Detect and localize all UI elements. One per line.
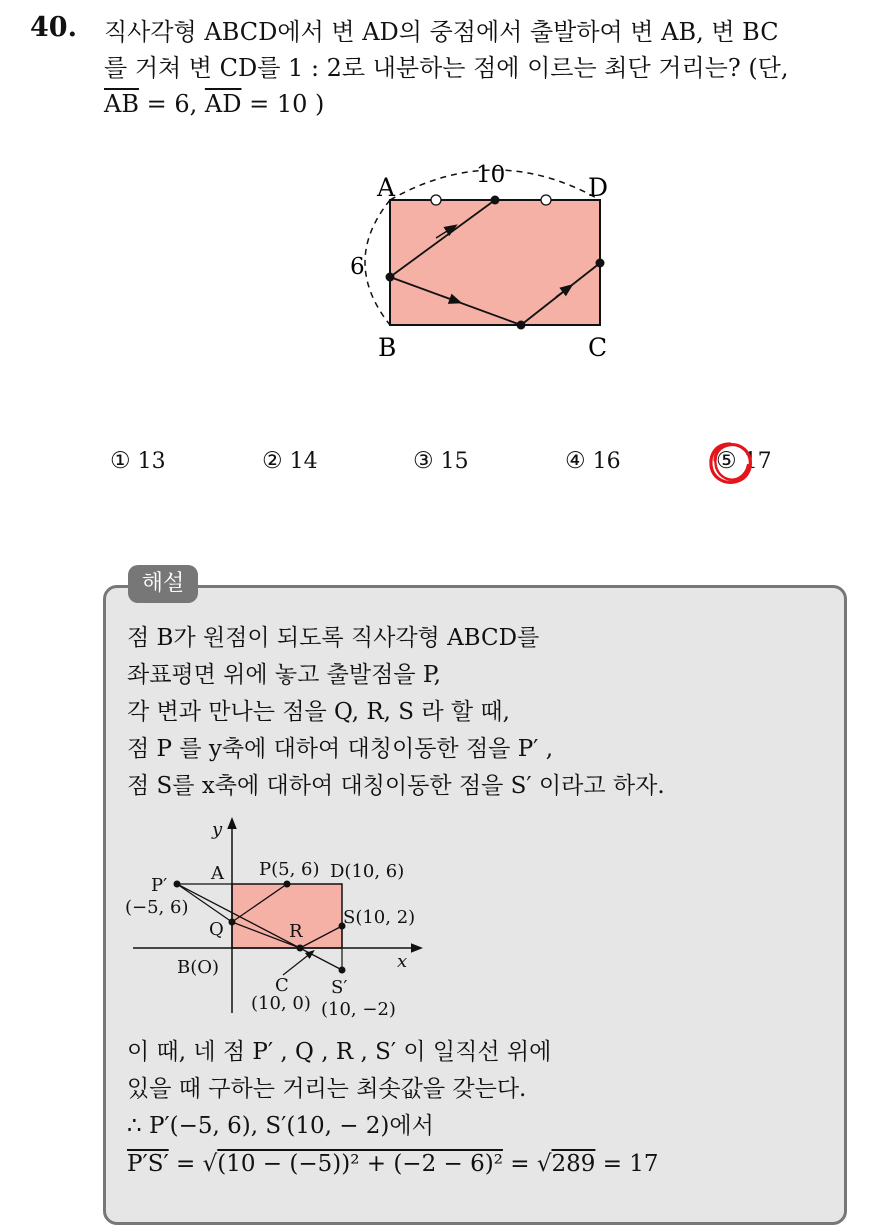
label-r: R: [289, 921, 303, 942]
label-a: A: [377, 173, 396, 202]
label-d2: D(10, 6): [330, 861, 405, 882]
radicand-2: 289: [551, 1151, 596, 1177]
label-sp: S′: [331, 977, 348, 998]
dot-sp: [339, 967, 346, 974]
choice-2[interactable]: ② 14: [262, 448, 318, 474]
solution-line-1: 점 B가 원점이 되도록 직사각형 ABCD를: [127, 625, 540, 651]
point-ab: [386, 273, 395, 282]
solution-tag: 해설: [128, 565, 198, 603]
label-d: D: [588, 173, 609, 202]
solution-line-3: 각 변과 만나는 점을 Q, R, S 라 할 때,: [127, 699, 510, 725]
segment-ad: $\overline{AD}$: [204, 90, 242, 118]
sqrt-sign-2: √: [536, 1151, 552, 1177]
choice-3[interactable]: ③ 15: [413, 448, 469, 474]
label-b: B: [378, 333, 397, 362]
choice-5[interactable]: ⑤ 17: [716, 448, 772, 474]
dot-r: [297, 945, 304, 952]
label-b-origin: B(O): [177, 957, 220, 978]
rectangle-abcd: [390, 200, 600, 325]
solution-conclusion: [127, 1034, 827, 1145]
label-c-coord: (10, 0): [251, 993, 311, 1014]
question-line-3: $\overline{AB} = 6$, $\overline{AD} = 10$ ): [104, 90, 325, 118]
label-pp-coord: (−5, 6): [125, 897, 189, 918]
label-c: C: [588, 333, 608, 362]
solution-line-2: 좌표평면 위에 놓고 출발점을 P,: [127, 662, 441, 688]
point-cd: [596, 259, 605, 268]
arrow-c-pointer: [283, 953, 311, 975]
dot-q: [229, 919, 236, 926]
answer-circle-mark: [706, 440, 756, 488]
label-a2: A: [211, 863, 224, 884]
question-text: [104, 14, 864, 122]
shaded-rectangle: [232, 884, 342, 948]
choice-4[interactable]: ④ 16: [565, 448, 621, 474]
segment-ab: $\overline{AB}$: [104, 90, 139, 118]
left-dashed-arc: [365, 200, 390, 325]
y-axis-label: y: [212, 819, 223, 840]
label-p: P(5, 6): [259, 859, 320, 880]
answer-choices: [110, 448, 810, 482]
conclusion-line-2: 있을 때 구하는 거리는 최솟값을 갖는다.: [127, 1076, 527, 1102]
label-c2: C: [275, 975, 289, 996]
solution-text: [127, 620, 827, 805]
conclusion-line-1: 이 때, 네 점 P′ , Q , R , S′ 이 일직선 위에: [127, 1039, 552, 1065]
dot-p: [284, 881, 291, 888]
label-pp: P′: [151, 875, 168, 896]
point-start: [491, 196, 500, 205]
solution-line-5: 점 S를 x축에 대하여 대칭이동한 점을 S′ 이라고 하자.: [127, 773, 665, 799]
radicand-1: (10 − (−5))² + (−2 − 6)²: [217, 1151, 503, 1177]
question-line-1: 직사각형 ABCD에서 변 AD의 중점에서 출발하여 변 AB, 변 BC: [104, 18, 779, 46]
label-six: 6: [350, 254, 365, 280]
solution-line-4: 점 P 를 y축에 대하여 대칭이동한 점을 P′ ,: [127, 736, 554, 762]
coordinate-figure: [115, 815, 435, 1025]
distance-formula: P′S′ = √(10 − (−5))² + (−2 − 6)² = √289 = 17: [127, 1151, 659, 1177]
point-bc: [517, 321, 526, 330]
tick-circle-right: [541, 195, 551, 205]
dot-pp: [174, 881, 181, 888]
label-sp-coord: (10, −2): [321, 999, 396, 1020]
label-ten: 10: [476, 162, 506, 188]
x-axis-label: x: [397, 951, 408, 972]
segment-ppsp: P′S′: [127, 1151, 169, 1177]
sqrt-sign-1: √: [202, 1151, 218, 1177]
tick-circle-left: [431, 195, 441, 205]
conclusion-line-3: ∴ P′(−5, 6), S′(10, − 2)에서: [127, 1113, 434, 1139]
rectangle-figure: [330, 160, 650, 370]
question-line-2: 를 거쳐 변 CD를 1 : 2로 내분하는 점에 이르는 최단 거리는? (단,: [104, 54, 789, 82]
label-s: S(10, 2): [343, 907, 416, 928]
label-q: Q: [209, 919, 224, 940]
choice-1[interactable]: ① 13: [110, 448, 166, 474]
question-number: 40.: [30, 12, 77, 43]
